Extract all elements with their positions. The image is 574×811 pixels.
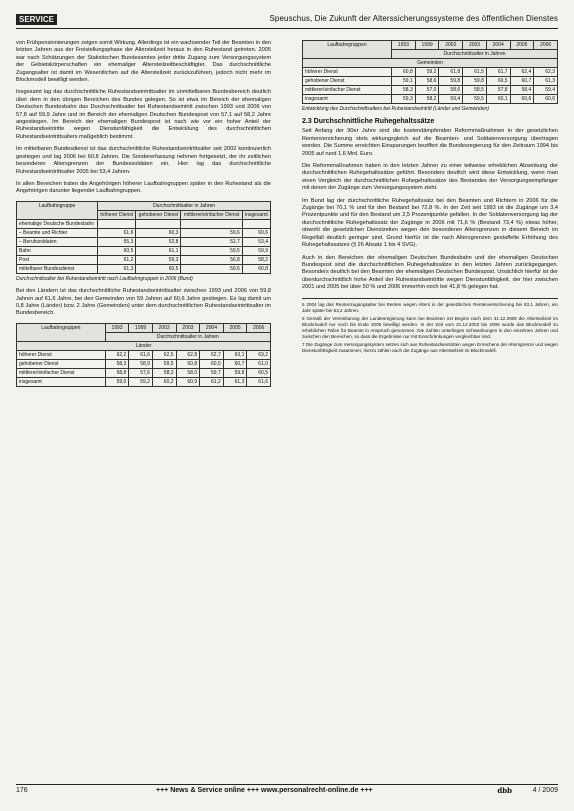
paragraph: Im mittelbaren Bundesdienst ist das durchschnittliche Ruhestandseintrittsalter seit 2002 kontinuierlich gestiegen und lag 2006 bei 60,8 Jahren. Die Sondererfassung nehmen fortgesetzt, der ihr zeitlichen besonderen Altersgrenzen der Bundessoldaten ein. Hier lag das durchschnittliche Ruhestandseintrittsalter 2005 bei 53,4 Jahren. — [16, 146, 271, 175]
table-cell: 55,3 — [98, 237, 136, 246]
table-cell: 52,7 — [181, 237, 242, 246]
row-label: mittlerer/einfacher Dienst — [17, 368, 106, 377]
footnotes — [302, 298, 558, 354]
table-cell: 59,5 — [181, 246, 242, 255]
table-row — [17, 359, 271, 368]
paragraph: Im Bund lag der durchschnittliche Ruhegehaltssatz bei den Beamten und Richtern in 2006 für die Zugänge bei 70,1 % und für den Bestand bei 72,8 %. In der Zeit seit 1993 ist die Zugänge um 3,4 Prozentpunkte und für den Bestand um 2,5 Prozentpunkte gefallen. In der Soldatenversorgung lag der durchschnittliche Ruhegehaltssatz der Zugänge in 2006 mit 71,6 % (Bestand 73,4 %) etwas höher, obwohl die gesetzlichen Dienstzeiten wegen den besonderen Altersgrenzen in diesem Bereich im Regelfall deutlich geringer sind. Grund hierfür ist die nach Altersgrenzen gestaffelte Erhöhung des Ruhegehaltssatzes (§ 26 Absatz 1 bis 4 SVG). — [302, 197, 558, 249]
table-cell: 57,8 — [486, 86, 510, 95]
table-cell: 60,5 — [98, 246, 136, 255]
footnote: 6 Gemäß der Vereinbarung der Landesregierung kann bei Beamten mit Beginn nach dem 31.12.2009 die Altersteilzeit im Blockmodell nur noch bis Ende 2009 bewilligt werden. In der Zeit vom 31.12.2003 bis 2006 wurde das Blockmodell zu erheblichen Teilen für Beamte in Anspruch genommen. Die Zahlen unterliegen Schwankungen in den einzelnen Jahren und zwischen den Bereichen, so dass die Ergebnisse nur mit Einschränkungen vergleichbar sind. — [302, 315, 558, 339]
table-header: 2004 — [200, 323, 224, 332]
table-cell: 59,3 — [136, 255, 181, 264]
table-row — [17, 237, 271, 246]
table-cell: 60,8 — [176, 359, 200, 368]
table-header: 1993 — [105, 323, 129, 332]
table-cell: 59,6 — [181, 264, 242, 273]
table-row — [303, 95, 558, 104]
table-header: Laufbahngruppen — [303, 41, 392, 59]
table-cell: 59,8 — [463, 77, 487, 86]
table-cell: 60,3 — [136, 228, 181, 237]
table-cell: 58,4 — [510, 86, 534, 95]
table-row — [303, 68, 558, 77]
table-cell: 53,4 — [242, 237, 270, 246]
table-cell: 58,2 — [242, 255, 270, 264]
table-header: 1999 — [415, 41, 439, 50]
table-subhead: Länder — [17, 341, 271, 350]
table-cell: 60,8 — [242, 264, 270, 273]
table-row — [17, 255, 271, 264]
running-title: Speuschus, Die Zukunft der Alterssicherungssysteme des öffentlichen Dienstes — [269, 14, 558, 23]
table-caption: Durchschnittsalter bei Ruhestandseintritt nach Laufbahngruppen in 2006 (Bund) — [16, 275, 193, 282]
table-header: Laufbahngruppe — [17, 201, 98, 219]
table-cell: 61,2 — [200, 377, 224, 386]
table-cell: 59,2 — [415, 68, 439, 77]
table-header: gehobener Dienst — [136, 210, 181, 219]
section-heading: 2.3 Durchschnittliche Ruhegehaltssätze — [302, 118, 435, 126]
footer-website-link[interactable]: +++ News & Service online +++ www.personalrecht-online.de +++ — [156, 787, 373, 794]
right-column — [302, 40, 558, 771]
paragraph: von Frühpensionierungen zeigen somit Wirkung. Allerdings ist ein wachsender Teil der Beamten in den letzten Jahren aus der Freistellungsphase der Altersteilzeit heraus in den Ruhestand getreten. 2005 war nach Schätzungen der Statistischen Bundesamtes jeder dritte Zugang zum Versorgungssystem der Gebietskörperschaften ein ehemaliger Altersteilzeitbeschäftigter. Das durchschnittliche Zugangsalter ist damit im Wesentlichen auf die Altersteilzeit zurückzuführen, jedoch nicht mehr im Blockmodell bewilligt werden. — [16, 40, 271, 84]
table-cell: 58,3 — [392, 86, 416, 95]
table-header: insgesamt — [242, 210, 270, 219]
table-header: Laufbahngruppen — [17, 323, 106, 341]
table-cell: 60,7 — [510, 77, 534, 86]
table-row — [17, 264, 271, 273]
row-label: ehemalige Deutsche Bundesbahn — [17, 219, 98, 228]
table-cell: 60,1 — [486, 95, 510, 104]
row-label: mittelbarer Bundesdienst — [17, 264, 98, 273]
table-header: Durchschnittsalter in Jahren — [98, 201, 271, 210]
table-cell: 60,7 — [223, 359, 247, 368]
paragraph: Bei den Ländern ist das durchschnittliche Ruhestandseintrittsalter zwischen 1993 und 2006 von 59,8 Jahren auf 61,6 Jahre, bei den Gemeinden von 59 Jahren auf 60,6 Jahre gestiegen. Es lag damit um 0,8 Jahre (Länder) bzw. 2 Jahre (Gemeinden) unter dem durchschnittlichen Ruhestandseintrittsalter im Bundesbereich. — [16, 288, 271, 317]
table-cell: 59,6 — [181, 228, 242, 237]
table-cell: 59,2 — [129, 377, 153, 386]
table-cell: 59,8 — [439, 77, 463, 86]
table-cell: 59,4 — [534, 86, 558, 95]
table-header: 2006 — [247, 323, 271, 332]
table-cell: 60,5 — [136, 264, 181, 273]
table-cell: 59,8 — [223, 368, 247, 377]
table-header: 2003 — [463, 41, 487, 50]
paragraph: Seit Anfang der 90er Jahre sind die kostendämpfenden Reformmaßnahmen in der gesetzlichen Rentenversicherung stets wirkungsgleich auf die Beamten- und Soldatenversorgung übertragen worden. Die Summe erreichten Einsparungen beziffert die Bundesregierung für den Zeitraum 1994 bis 2005 auf rund 1,6 Mrd. Euro. — [302, 128, 558, 157]
table-cell: 58,6 — [439, 86, 463, 95]
table-cell: 62,4 — [510, 68, 534, 77]
table-cell: 60,6 — [534, 95, 558, 104]
table-cell: 59,9 — [242, 246, 270, 255]
table-cell: 59,5 — [152, 359, 176, 368]
table-cell: 62,3 — [534, 68, 558, 77]
table-cell: 61,3 — [534, 77, 558, 86]
table-cell: 59,5 — [463, 95, 487, 104]
table-cell: 61,7 — [486, 68, 510, 77]
page-number: 176 — [16, 787, 28, 794]
table-cell: 58,2 — [415, 95, 439, 104]
table-header: Durchschnittsalter in Jahren — [392, 50, 558, 59]
table-header: 2002 — [439, 41, 463, 50]
paragraph: In allen Bereichen traten die Angehörigen höherer Laufbahngruppen später in den Ruhestand als die Angehörigen darunter liegender Laufbahngruppen. — [16, 180, 271, 195]
table-row — [17, 368, 271, 377]
publisher-logo: dbb — [497, 786, 512, 795]
table-cell: 61,1 — [136, 246, 181, 255]
table-row — [303, 77, 558, 86]
table-row — [17, 219, 271, 228]
table-cell: 62,2 — [105, 350, 129, 359]
table-cell: 60,6 — [242, 228, 270, 237]
table-cell: 61,6 — [129, 350, 153, 359]
table-cell: 61,2 — [98, 255, 136, 264]
table-header: 2002 — [152, 323, 176, 332]
row-label: höherer Dienst — [303, 68, 392, 77]
table-row — [17, 228, 271, 237]
table-caption: Entwicklung des Durchschnittsalters bei Ruhestandseintritt (Länder und Gemeinden) — [302, 106, 490, 112]
table-cell: 60,2 — [152, 377, 176, 386]
table-cell — [242, 219, 270, 228]
table-cell: 52,8 — [136, 237, 181, 246]
table-header: höherer Dienst — [98, 210, 136, 219]
table-cell: 58,0 — [176, 368, 200, 377]
table-header: Durchschnittsalter in Jahren — [105, 332, 270, 341]
table-cell: 61,0 — [247, 359, 271, 368]
table-cell: 60,5 — [486, 77, 510, 86]
row-label: insgesamt — [17, 377, 106, 386]
table-cell: 61,6 — [247, 377, 271, 386]
table-header: mittlerer/einfacher Dienst — [181, 210, 242, 219]
table-cell: 62,8 — [176, 350, 200, 359]
table-cell: 58,6 — [415, 77, 439, 86]
table-cell: 63,1 — [223, 350, 247, 359]
table-bund-laufbahngruppen — [16, 201, 271, 274]
table-row — [17, 377, 271, 386]
table-cell: 56,8 — [181, 255, 242, 264]
table-cell — [181, 219, 242, 228]
table-header: 2006 — [534, 41, 558, 50]
paragraph: Auch in den Bereichen der ehemaligen Deutschen Bundesbahn und der ehemaligen Deutschen Bundespost sind die durchschnittlichen Ruhegehaltssätze in den letzten Jahren zurückgegangen. Besonders deutlich bei den Beamten der ehemaligen Deutschen Bundespost. Ursächlich hierfür ist der überdurchschnittlich hohe Anteil der Ruhestandseintritte wegen Dienstunfähigkeit, der hier zwischen 2001 und 2005 bei über 50 % und 2006 immerhin noch bei 41,8 % gelegen hat. — [302, 254, 558, 291]
table-cell: 61,3 — [98, 264, 136, 273]
section-badge: SERVICE — [16, 14, 57, 25]
table-header: 2005 — [223, 323, 247, 332]
table-cell: 61,5 — [463, 68, 487, 77]
row-label: Bahn — [17, 246, 98, 255]
footnote: 5 2004 lag das Rentenzugangsalter bei Renten wegen Alters in der gesetzlichen Rentenversicherung bei 63,1 Jahren, ein Jahr später bei 63,2 Jahren. — [302, 301, 558, 313]
table-cell: 58,9 — [129, 359, 153, 368]
table-header: 1993 — [392, 41, 416, 50]
table-cell: 59,7 — [200, 368, 224, 377]
table-cell: 60,5 — [200, 359, 224, 368]
row-label: – Beamte und Richter — [17, 228, 98, 237]
table-cell: 58,8 — [105, 368, 129, 377]
row-label: höherer Dienst — [17, 350, 106, 359]
table-cell — [98, 219, 136, 228]
row-label: gehobener Dienst — [17, 359, 106, 368]
table-cell: 60,5 — [247, 368, 271, 377]
table-cell — [136, 219, 181, 228]
table-laender-years — [16, 323, 271, 387]
table-cell: 61,8 — [439, 68, 463, 77]
row-label: mittlerer/einfacher Dienst — [303, 86, 392, 95]
table-cell: 61,3 — [223, 377, 247, 386]
table-cell: 59,1 — [392, 77, 416, 86]
table-cell: 59,4 — [439, 95, 463, 104]
table-cell: 59,0 — [105, 377, 129, 386]
table-cell: 58,3 — [152, 368, 176, 377]
row-label: gehobener Dienst — [303, 77, 392, 86]
table-cell: 58,5 — [463, 86, 487, 95]
issue-number: 4 / 2009 — [532, 787, 558, 794]
table-row — [303, 86, 558, 95]
page-header — [16, 14, 558, 29]
table-row — [17, 246, 271, 255]
row-label: insgesamt — [303, 95, 392, 104]
table-cell: 57,0 — [415, 86, 439, 95]
row-label: Post — [17, 255, 98, 264]
table-row — [17, 350, 271, 359]
table-cell: 60,8 — [392, 68, 416, 77]
table-subhead: Gemeinden — [303, 59, 558, 68]
table-cell: 62,5 — [152, 350, 176, 359]
table-cell: 61,6 — [98, 228, 136, 237]
table-header: 1999 — [129, 323, 153, 332]
row-label: – Berufssoldaten — [17, 237, 98, 246]
table-cell: 59,3 — [392, 95, 416, 104]
paragraph: Insgesamt lag das durchschnittliche Ruhestandseintrittsalter im unmittelbaren Bundesbereich deutlich über dem in den übrigen Bereichen des Bundes gelegen. So ist etwa im Bereich der ehemaligen Deutschen Bundesbahn das Durchschnittsalter bei Ruhestandseintritt zwischen 1993 und 2006 von 57,8 auf 59,9 Jahre und im Bereich der ehemaligen Deutschen Bundespost von 57,1 auf 58,2 Jahre angestiegen. Im Bereich der ehemaligen Bundespost ist nach wie vor ein hoher Anteil der Ruhestandseintritte wegen Dienstunfähigkeit die Entwicklung des durchschnittlichen Ruhestandseintrittsalters maßgeblich bestimmt. — [16, 89, 271, 140]
table-header: 2003 — [176, 323, 200, 332]
table-header: 2004 — [486, 41, 510, 50]
footnote: 7 Die Zugänge zum Versorgungssystem setzen sich aus Ruhestandseintritten wegen Erreichens der Altersgrenze und wegen Dienstunfähigkeit zusammen; hierzu zählen auch die Zugänge aus Altersteilzeit im Blockmodell. — [302, 341, 558, 353]
table-gemeinden-years — [302, 40, 558, 104]
table-header: 2005 — [510, 41, 534, 50]
table-cell: 57,6 — [129, 368, 153, 377]
table-cell: 60,9 — [176, 377, 200, 386]
page-footer — [16, 784, 558, 797]
paragraph: Die Reformmaßnahmen haben in den letzten Jahren zu einer teilweise erheblichen Absenkung der durchschnittlichen Ruhegehaltssätze geführt. Besonders deutlich wird diese Entwicklung, wenn man einen Vergleich der durchschnittlichen Ruhegehaltssätze des Bestandes der Versorgungsempfänger mit denen der Zugänge zum Versorgungssystem zieht. — [302, 163, 558, 192]
table-cell: 58,3 — [105, 359, 129, 368]
table-cell: 63,2 — [247, 350, 271, 359]
table-cell: 60,6 — [510, 95, 534, 104]
left-column — [16, 40, 271, 771]
table-cell: 62,7 — [200, 350, 224, 359]
